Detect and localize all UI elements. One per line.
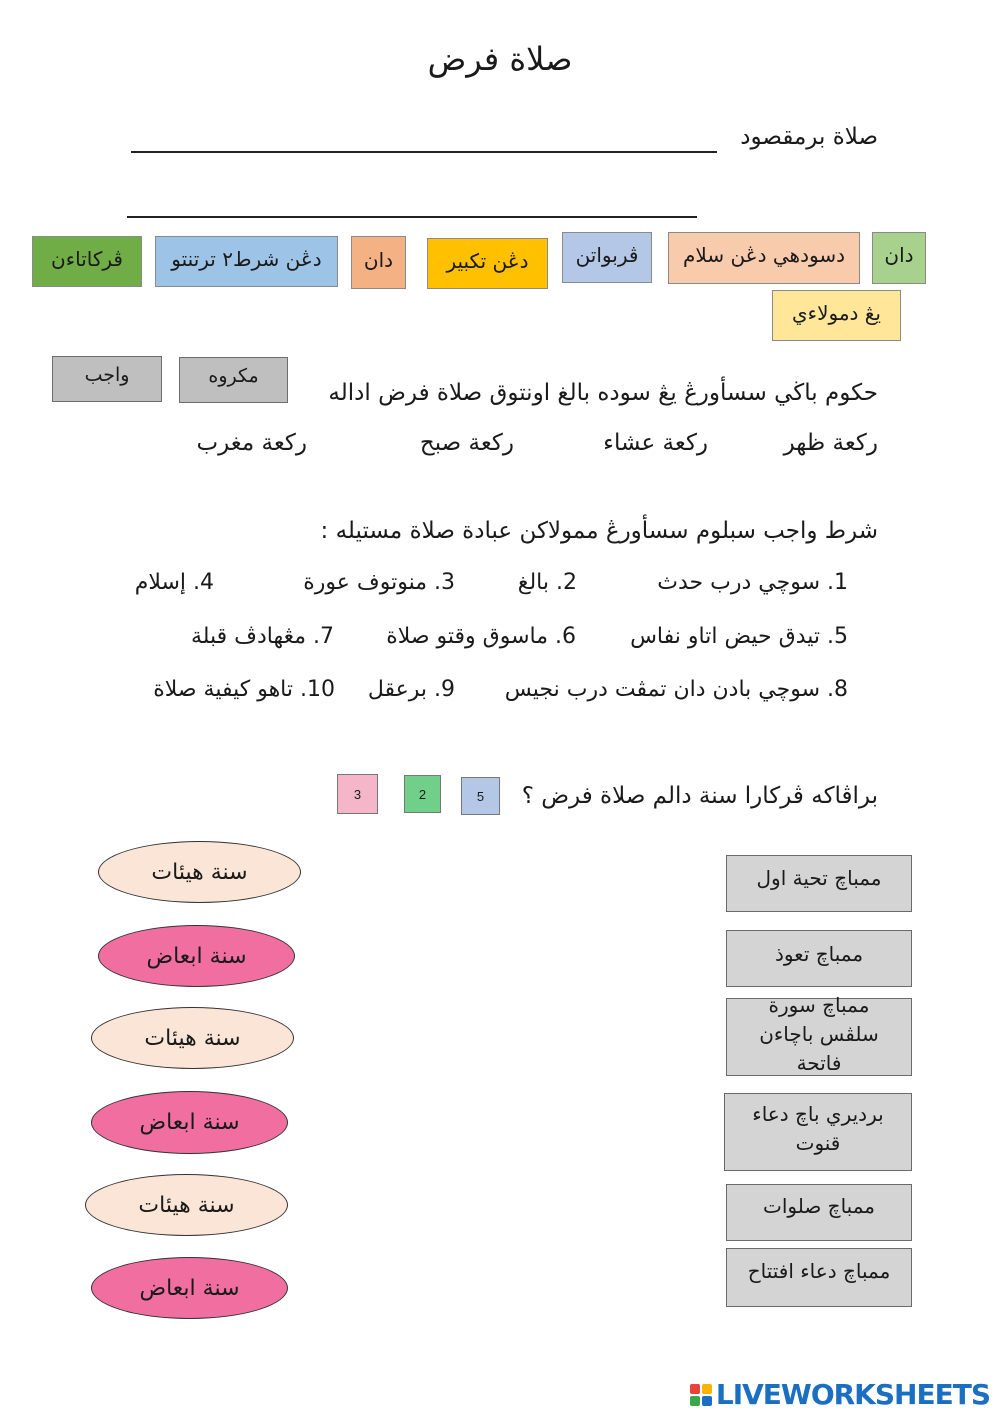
- liveworksheets-logo-icon: [690, 1384, 712, 1406]
- condition-item[interactable]: 1. سوچي درب حدث: [657, 570, 848, 595]
- rakaat-option[interactable]: ركعة عشاء: [603, 430, 708, 456]
- logo-square-icon: [702, 1396, 712, 1406]
- sunnah-item-box[interactable]: ممباچ سورة سلڤس باچاءن فاتحة: [726, 998, 912, 1076]
- sunnah-category-oval[interactable]: سنة هيئات: [85, 1174, 288, 1236]
- page-title: صلاة فرض: [427, 40, 573, 78]
- sunnah-count-option[interactable]: 3: [337, 774, 378, 814]
- rakaat-option[interactable]: ركعة مغرب: [196, 430, 307, 456]
- logo-square-icon: [690, 1396, 700, 1406]
- word-bank-item[interactable]: يڠ دمولاءي: [772, 290, 901, 341]
- logo-square-icon: [702, 1384, 712, 1394]
- condition-item[interactable]: 8. سوچي بادن دان تمڤت درب نجيس: [504, 677, 848, 702]
- sunnah-question: براڤاكه ڤركارا سنة دالم صلاة فرض ؟: [521, 783, 878, 809]
- sunnah-item-box[interactable]: ممباچ صلوات: [726, 1184, 912, 1241]
- sunnah-category-oval[interactable]: سنة ابعاض: [98, 925, 295, 987]
- condition-item[interactable]: 2. بالغ: [517, 570, 577, 595]
- condition-item[interactable]: 10. تاهو كيفية صلاة: [153, 677, 335, 702]
- sunnah-category-oval[interactable]: سنة هيئات: [98, 841, 301, 903]
- ruling-question: حكوم باڬي سسأورڠ يڠ سوده بالغ اونتوق صلاة فرض اداله: [328, 380, 878, 406]
- ruling-option-makruh[interactable]: مكروه: [179, 357, 288, 403]
- sunnah-count-option[interactable]: 5: [461, 777, 500, 815]
- condition-item[interactable]: 3. منوتوف عورة: [303, 570, 455, 595]
- definition-label: صلاة برمقصود: [740, 124, 878, 150]
- sunnah-item-box[interactable]: ممباچ دعاء افتتاح: [726, 1248, 912, 1307]
- liveworksheets-logo: [690, 1378, 990, 1411]
- word-bank-item[interactable]: دان: [872, 232, 926, 284]
- condition-item[interactable]: 5. تيدق حيض اتاو نفاس: [630, 624, 848, 649]
- word-bank-item[interactable]: دڠن تكبير: [427, 238, 548, 289]
- word-bank-item[interactable]: ڤركاتاءن: [32, 236, 142, 287]
- rakaat-option[interactable]: ركعة صبح: [419, 430, 514, 456]
- sunnah-category-oval[interactable]: سنة ابعاض: [91, 1257, 288, 1319]
- definition-blank-line-1[interactable]: [131, 151, 717, 153]
- sunnah-item-box[interactable]: ممباچ تعوذ: [726, 930, 912, 987]
- condition-item[interactable]: 9. برعقل: [367, 677, 455, 702]
- logo-square-icon: [690, 1384, 700, 1394]
- condition-item[interactable]: 7. مڠهادڤ قبلة: [190, 624, 334, 649]
- ruling-option-wajib[interactable]: واجب: [52, 356, 162, 402]
- sunnah-count-option[interactable]: 2: [404, 775, 441, 813]
- sunnah-item-box[interactable]: برديري باچ دعاء قنوت: [724, 1093, 912, 1171]
- sunnah-item-box[interactable]: ممباچ تحية اول: [726, 855, 912, 912]
- word-bank-item[interactable]: ڤربواتن: [562, 232, 652, 283]
- rakaat-option[interactable]: ركعة ظهر: [783, 430, 878, 456]
- sunnah-category-oval[interactable]: سنة هيئات: [91, 1007, 294, 1069]
- word-bank-item[interactable]: دڠن شرط٢ ترتنتو: [155, 236, 338, 287]
- brand-name: LIVEWORKSHEETS: [715, 1378, 990, 1411]
- definition-blank-line-2[interactable]: [127, 216, 697, 218]
- sunnah-category-oval[interactable]: سنة ابعاض: [91, 1091, 288, 1154]
- word-bank-item[interactable]: دسودهي دڠن سلام: [668, 232, 860, 284]
- condition-item[interactable]: 4. إسلام: [134, 570, 214, 595]
- word-bank-item[interactable]: دان: [351, 236, 406, 289]
- conditions-heading: شرط واجب سبلوم سسأورڠ ممولاكن عبادة صلاة مستيله :: [320, 518, 878, 544]
- condition-item[interactable]: 6. ماسوق وقتو صلاة: [386, 624, 576, 649]
